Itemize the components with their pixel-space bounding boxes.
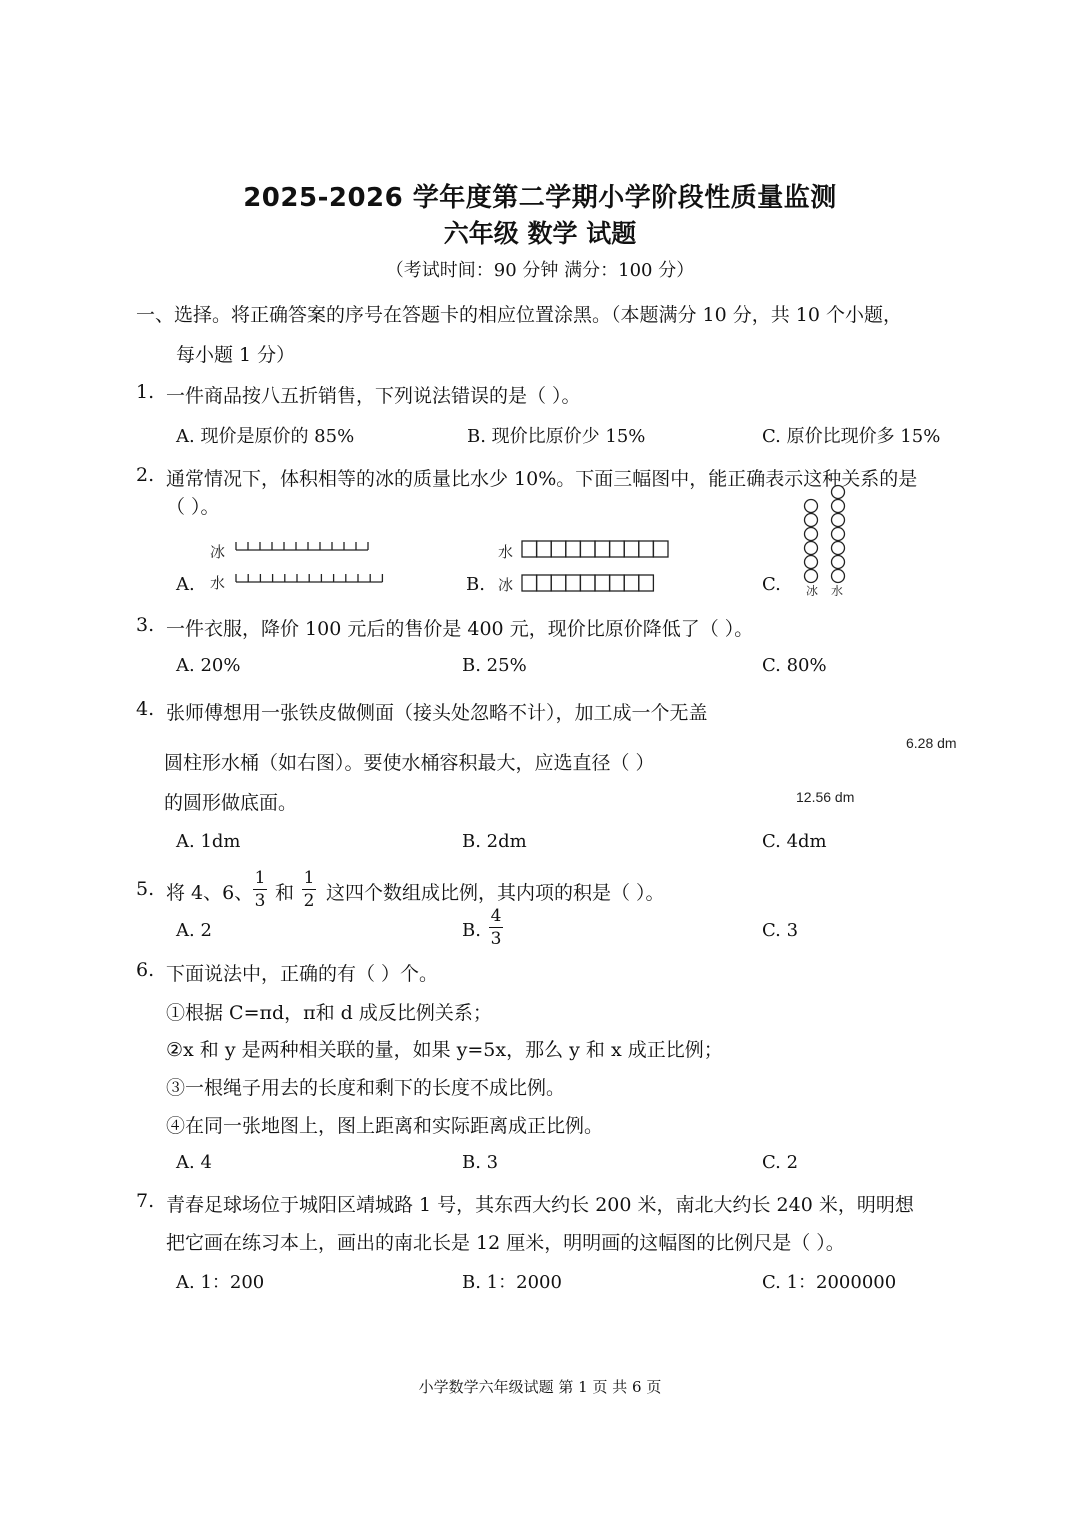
question-5-text-start: 将 4、6、 — [166, 882, 254, 904]
statement-3: ③一根绳子用去的长度和剩下的长度不成比例。 — [166, 1077, 566, 1099]
question-number: 2. — [136, 464, 155, 486]
unit-box — [639, 575, 654, 591]
option-b: B. — [466, 574, 485, 595]
water-label: 水 — [210, 575, 226, 592]
section-heading: 一、选择。将正确答案的序号在答题卡的相应位置涂黑。（本题满分 10 分，共 10 个小题， — [136, 304, 903, 326]
unit-box — [639, 541, 654, 557]
question-5-text-end: 这四个数组成比例，其内项的积是（ ）。 — [326, 882, 665, 904]
option-b: B. 现价比原价少 15% — [467, 426, 646, 447]
question-4-text: 张师傅想用一张铁皮做侧面（接头处忽略不计），加工成一个无盖 — [166, 702, 708, 724]
ice-label: 冰 — [210, 544, 226, 561]
unit-box — [610, 575, 625, 591]
option-b: B. — [462, 920, 481, 941]
exam-title: 2025-2026 学年度第二学期小学阶段性质量监测 — [243, 183, 837, 213]
question-number: 1. — [136, 381, 155, 403]
unit-box — [522, 541, 537, 557]
figure-a-ruler-bars — [236, 536, 416, 596]
unit-circle — [805, 556, 818, 569]
ice-label: 冰 — [498, 577, 514, 594]
option-c: C. 3 — [762, 920, 799, 941]
water-label: 水 — [831, 584, 844, 598]
unit-box — [537, 541, 552, 557]
question-2-text: 通常情况下，体积相等的冰的质量比水少 10%。下面三幅图中，能正确表示这种关系的是 — [166, 468, 918, 490]
water-label: 水 — [498, 544, 514, 561]
unit-box — [624, 541, 639, 557]
figure-b-box-bars — [522, 538, 702, 598]
option-c: C. 4dm — [762, 831, 827, 852]
statement-2: ②x 和 y 是两种相关联的量，如果 y=5x，那么 y 和 x 成正比例； — [166, 1039, 723, 1061]
option-b: B. 2dm — [462, 831, 527, 852]
unit-box — [580, 541, 595, 557]
option-c: C. 80% — [762, 655, 827, 676]
option-a: A. 1dm — [176, 831, 241, 852]
option-b: B. 3 — [462, 1152, 499, 1173]
question-number: 7. — [136, 1190, 155, 1212]
fraction-one-half: 1 2 — [303, 868, 315, 911]
question-7-text: 青春足球场位于城阳区靖城路 1 号，其东西大约长 200 米，南北大约长 240 米，明明想 — [166, 1194, 914, 1216]
option-a: A. 20% — [176, 655, 241, 676]
water-box-bar — [522, 541, 668, 557]
question-number: 3. — [136, 614, 155, 636]
unit-circle — [832, 528, 845, 541]
unit-box — [595, 575, 610, 591]
option-a: A. 2 — [176, 920, 212, 941]
unit-circle — [805, 514, 818, 527]
option-a: A. 现价是原价的 85% — [176, 426, 355, 447]
water-ruler-bar — [236, 574, 382, 582]
unit-circle — [832, 500, 845, 513]
unit-box — [551, 575, 566, 591]
option-c: C. 1：2000000 — [762, 1272, 897, 1293]
unit-box — [580, 575, 595, 591]
statement-4: ④在同一张地图上，图上距离和实际距离成正比例。 — [166, 1115, 604, 1137]
exam-subtitle: 六年级 数学 试题 — [443, 219, 637, 248]
question-number: 4. — [136, 698, 155, 720]
ice-label: 冰 — [806, 584, 819, 598]
option-a: A. 4 — [176, 1152, 212, 1173]
statement-1: ①根据 C=πd，π和 d 成反比例关系； — [166, 1002, 492, 1024]
unit-box — [566, 575, 581, 591]
sheet-height-label: 6.28 dm — [906, 735, 957, 751]
fraction-four-thirds: 4 3 — [490, 906, 502, 949]
question-4-text-cont: 圆柱形水桶（如右图）。要使水桶容积最大，应选直径（ ） — [164, 752, 655, 774]
ice-circle-column — [805, 500, 818, 583]
question-4-text-cont: 的圆形做底面。 — [164, 792, 298, 814]
question-7-text-cont: 把它画在练习本上，画出的南北长是 12 厘米，明明画的这幅图的比例尺是（ ）。 — [166, 1232, 845, 1254]
question-1-text: 一件商品按八五折销售，下列说法错误的是（ ）。 — [166, 385, 581, 407]
unit-box — [551, 541, 566, 557]
option-b: B. 1：2000 — [462, 1272, 562, 1293]
option-a: A. 1：200 — [176, 1272, 265, 1293]
unit-box — [537, 575, 552, 591]
option-c: C. — [762, 574, 781, 595]
exam-info: （考试时间：90 分钟 满分：100 分） — [385, 260, 695, 281]
option-c: C. 2 — [762, 1152, 799, 1173]
question-number: 6. — [136, 959, 155, 981]
ice-box-bar — [522, 575, 653, 591]
unit-circle — [805, 500, 818, 513]
water-circle-column — [832, 486, 845, 583]
unit-box — [624, 575, 639, 591]
unit-circle — [832, 514, 845, 527]
unit-box — [610, 541, 625, 557]
unit-circle — [805, 528, 818, 541]
ice-ruler-bar — [236, 542, 368, 550]
question-3-text: 一件衣服，降价 100 元后的售价是 400 元，现价比原价降低了（ ）。 — [166, 618, 754, 640]
question-5-text-mid: 和 — [275, 882, 295, 904]
option-b: B. 25% — [462, 655, 527, 676]
section-heading-cont: 每小题 1 分） — [176, 344, 296, 366]
sheet-width-label: 12.56 dm — [796, 789, 855, 805]
page-footer: 小学数学六年级试题 第 1 页 共 6 页 — [418, 1378, 662, 1396]
unit-circle — [832, 570, 845, 583]
fraction-one-third: 1 3 — [254, 868, 266, 911]
unit-circle — [832, 556, 845, 569]
question-6-text: 下面说法中，正确的有（ ）个。 — [166, 963, 439, 985]
unit-box — [653, 541, 668, 557]
unit-circle — [805, 570, 818, 583]
unit-box — [566, 541, 581, 557]
unit-circle — [832, 542, 845, 555]
option-c: C. 原价比现价多 15% — [762, 426, 941, 447]
unit-circle — [805, 542, 818, 555]
unit-box — [595, 541, 610, 557]
question-2-text-cont: （ ）。 — [166, 496, 220, 518]
option-a: A. — [176, 574, 195, 595]
unit-box — [522, 575, 537, 591]
question-number: 5. — [136, 878, 155, 900]
